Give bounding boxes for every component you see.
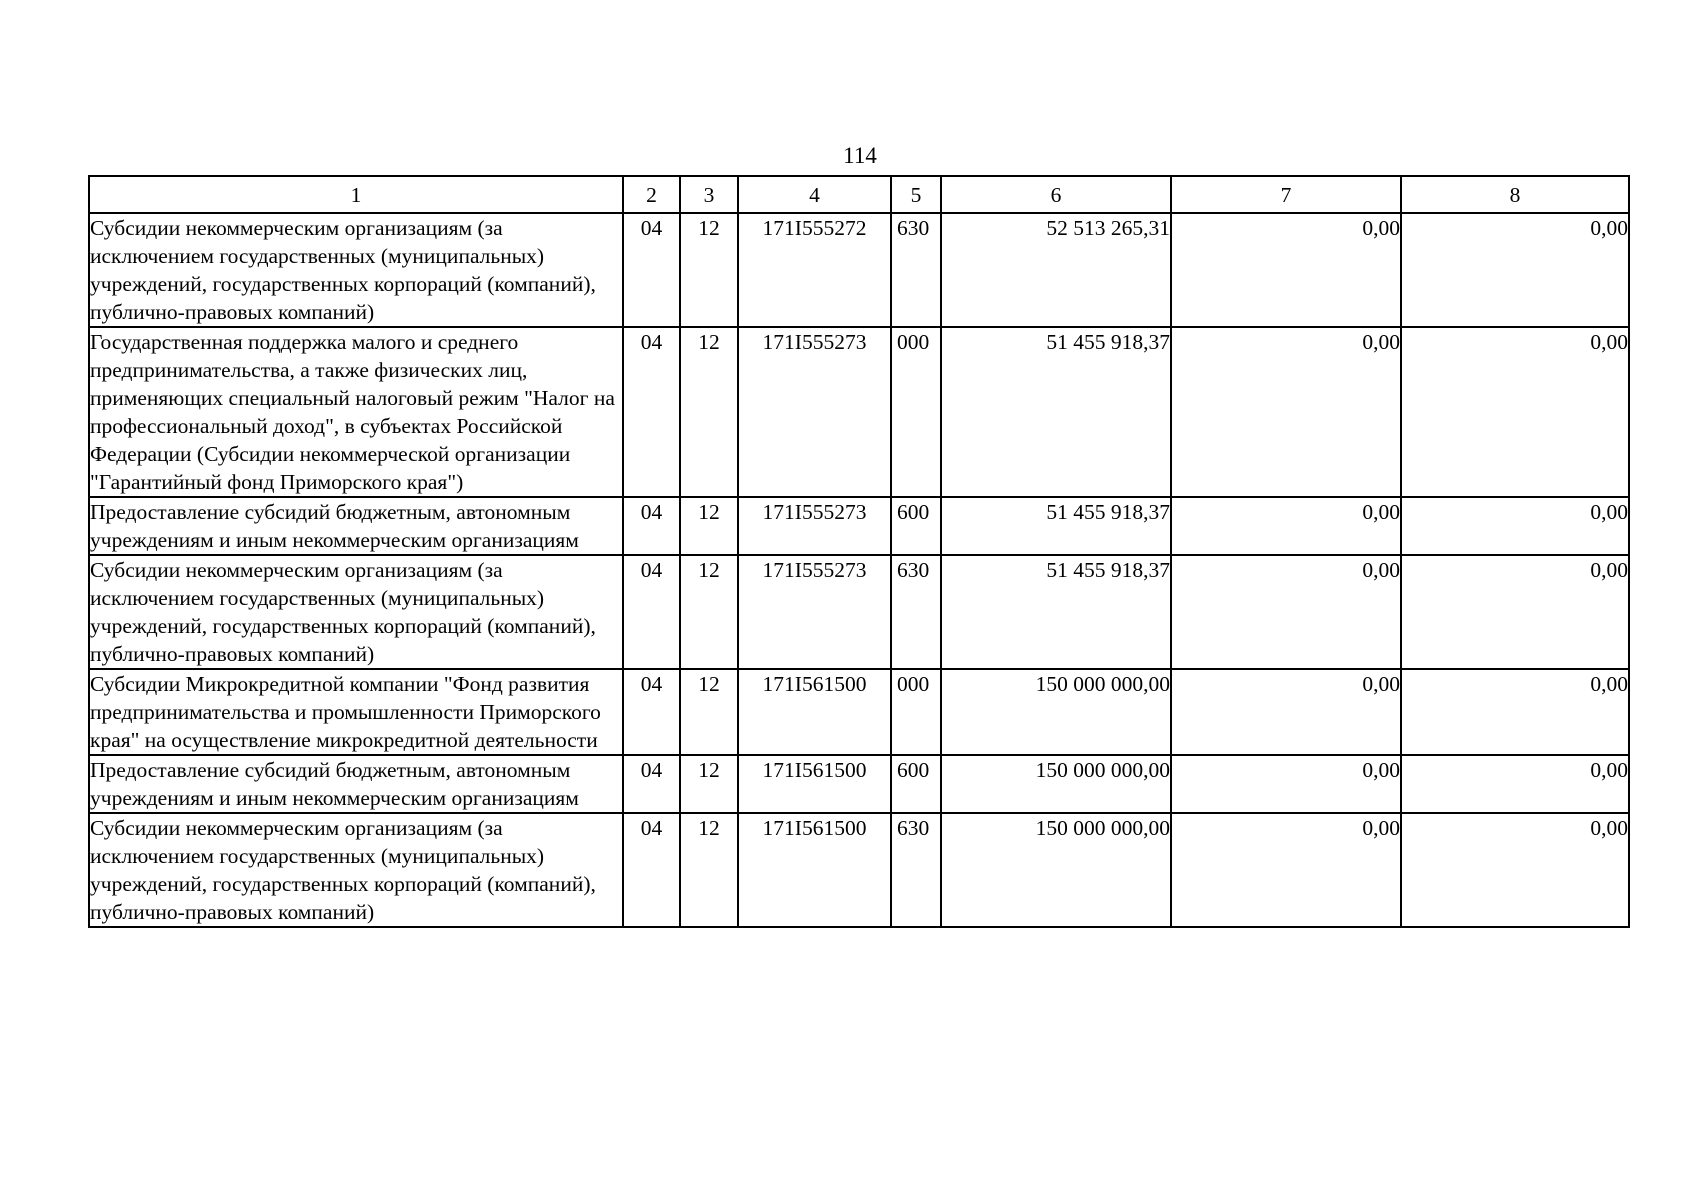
- row-section-code: 04: [623, 813, 680, 927]
- row-expense-type: 630: [891, 555, 941, 669]
- row-amount-col6: 52 513 265,31: [941, 213, 1171, 327]
- row-amount-col8: 0,00: [1401, 213, 1629, 327]
- row-subsection-code: 12: [680, 497, 738, 555]
- row-expense-type: 600: [891, 755, 941, 813]
- row-name: Предоставление субсидий бюджетным, автономным учреждениям и иным некоммерческим организациям: [89, 755, 623, 813]
- row-section-code: 04: [623, 755, 680, 813]
- row-expense-type: 000: [891, 669, 941, 755]
- row-amount-col8: 0,00: [1401, 497, 1629, 555]
- row-amount-col7: 0,00: [1171, 669, 1401, 755]
- row-amount-col6: 51 455 918,37: [941, 497, 1171, 555]
- column-header-2: 2: [623, 176, 680, 213]
- row-expense-type: 000: [891, 327, 941, 497]
- table-row: [89, 555, 1629, 669]
- row-name: Предоставление субсидий бюджетным, автономным учреждениям и иным некоммерческим организациям: [89, 497, 623, 555]
- table-row: [89, 497, 1629, 555]
- table-row: [89, 327, 1629, 497]
- page-number: 114: [843, 143, 877, 168]
- column-header-4: 4: [738, 176, 891, 213]
- row-amount-col8: 0,00: [1401, 669, 1629, 755]
- table-row: [89, 755, 1629, 813]
- row-amount-col7: 0,00: [1171, 327, 1401, 497]
- row-target-code: 171I555272: [738, 213, 891, 327]
- row-section-code: 04: [623, 213, 680, 327]
- row-name: Субсидии некоммерческим организациям (за исключением государственных (муниципальных) учреждений, государственных корпораций (компаний), публично-правовых компаний): [89, 213, 623, 327]
- row-amount-col7: 0,00: [1171, 555, 1401, 669]
- row-amount-col7: 0,00: [1171, 755, 1401, 813]
- row-target-code: 171I555273: [738, 327, 891, 497]
- row-amount-col8: 0,00: [1401, 755, 1629, 813]
- column-header-8: 8: [1401, 176, 1629, 213]
- row-expense-type: 630: [891, 813, 941, 927]
- row-target-code: 171I561500: [738, 669, 891, 755]
- row-subsection-code: 12: [680, 213, 738, 327]
- row-section-code: 04: [623, 669, 680, 755]
- row-amount-col7: 0,00: [1171, 213, 1401, 327]
- row-target-code: 171I561500: [738, 813, 891, 927]
- row-amount-col8: 0,00: [1401, 327, 1629, 497]
- table-row: [89, 213, 1629, 327]
- row-section-code: 04: [623, 327, 680, 497]
- row-name: Государственная поддержка малого и среднего предпринимательства, а также физических лиц, применяющих специальный налоговый режим "Налог на профессиональный доход", в субъектах Российской Федерации (Субсидии некоммерческой организации "Гарантийный фонд Приморского края"): [89, 327, 623, 497]
- column-header-3: 3: [680, 176, 738, 213]
- row-subsection-code: 12: [680, 669, 738, 755]
- row-subsection-code: 12: [680, 555, 738, 669]
- row-amount-col7: 0,00: [1171, 813, 1401, 927]
- table-row: [89, 669, 1629, 755]
- row-target-code: 171I561500: [738, 755, 891, 813]
- column-header-7: 7: [1171, 176, 1401, 213]
- budget-table: [88, 175, 1630, 928]
- row-section-code: 04: [623, 497, 680, 555]
- row-amount-col6: 51 455 918,37: [941, 555, 1171, 669]
- row-subsection-code: 12: [680, 327, 738, 497]
- row-subsection-code: 12: [680, 755, 738, 813]
- row-name: Субсидии некоммерческим организациям (за исключением государственных (муниципальных) учреждений, государственных корпораций (компаний), публично-правовых компаний): [89, 813, 623, 927]
- table-row: [89, 813, 1629, 927]
- row-expense-type: 630: [891, 213, 941, 327]
- row-name: Субсидии некоммерческим организациям (за исключением государственных (муниципальных) учреждений, государственных корпораций (компаний), публично-правовых компаний): [89, 555, 623, 669]
- row-target-code: 171I555273: [738, 555, 891, 669]
- row-amount-col6: 150 000 000,00: [941, 813, 1171, 927]
- row-amount-col7: 0,00: [1171, 497, 1401, 555]
- column-header-1: 1: [89, 176, 623, 213]
- row-amount-col8: 0,00: [1401, 555, 1629, 669]
- row-amount-col6: 150 000 000,00: [941, 755, 1171, 813]
- row-subsection-code: 12: [680, 813, 738, 927]
- column-header-5: 5: [891, 176, 941, 213]
- row-amount-col6: 150 000 000,00: [941, 669, 1171, 755]
- row-amount-col6: 51 455 918,37: [941, 327, 1171, 497]
- header-row: [89, 176, 1629, 213]
- column-header-6: 6: [941, 176, 1171, 213]
- row-target-code: 171I555273: [738, 497, 891, 555]
- row-section-code: 04: [623, 555, 680, 669]
- row-expense-type: 600: [891, 497, 941, 555]
- row-amount-col8: 0,00: [1401, 813, 1629, 927]
- row-name: Субсидии Микрокредитной компании "Фонд развития предпринимательства и промышленности Приморского края" на осуществление микрокредитной деятельности: [89, 669, 623, 755]
